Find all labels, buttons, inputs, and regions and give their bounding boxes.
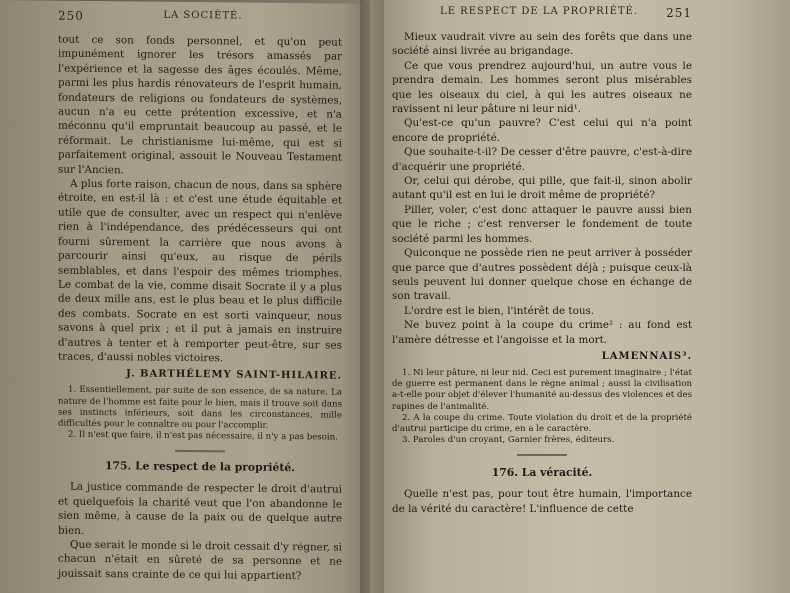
- right-paragraph-6: Piller, voler, c'est donc attaquer le pauvre aussi bien que le riche ; c'est renverser le fondement de toute société parmi les hommes.: [392, 203, 692, 245]
- left-paragraph-1: tout ce son fonds personnel, et qu'on peut impunément ignorer les trésors amassés par l'expérience et la sagesse des âges écoulés. Même, parmi les plus hardis rénovateurs de l'esprit humain, fondateurs de religions ou fondateurs de systèmes, aucun n'a eu cette prétention excessive, et n'a méconnu qu'il empruntait beaucoup au passé, et le réformait. Le christianisme lui-même, qui est si parfaitement original, assouit le Nouveau Testament sur l'Ancien.: [58, 33, 342, 176]
- section-divider: [517, 454, 567, 456]
- right-section-title: 176. La véracité.: [491, 466, 593, 480]
- right-footnote-1: 1. Ni leur pâture, ni leur nid. Ceci est purement imaginaire ; l'état de guerre est permanent dans le règne animal ; aussi la civilisation a-t-elle pour objet d'élever l'humanité au-dessus des violences et des rapines de l'animalité.: [392, 367, 692, 412]
- right-footnote-2: 2. A la coupe du crime. Toute violation du droit et de la propriété d'autrui participe du crime, en a le caractère.: [392, 412, 692, 434]
- left-paragraph-2: A plus forte raison, chacun de nous, dans sa sphère étroite, en est-il là : et c'est une étude équitable et utile que de consulter, avec un respect qui n'enlève rien à l'indépendance, des prédécesseurs qui ont fourni sûrement la carrière que nous avons à parcourir ainsi qu'eux, au risque de périls semblables, et dans l'espoir des mêmes triomphes. Le combat de la vie, comme disait Socrate il y a plus de deux mille ans, est le plus beau et le plus difficile des combats. Socrate en est sorti vainqueur, nous savons à quel prix ; et il put à jamais en instruire d'autres à tenter et à remporter peut-être, sur ses traces, d'aussi nobles victoires.: [58, 177, 343, 365]
- left-page: [0, 0, 372, 593]
- right-paragraph-1: Mieux vaudrait vivre au sein des forêts que dans une société ainsi livrée au brigandage.: [392, 31, 692, 58]
- left-running-head: [58, 9, 342, 26]
- book-gutter: [360, 0, 384, 593]
- right-page-number: 251: [666, 6, 692, 20]
- left-page-content: [58, 9, 342, 584]
- left-footnote-1: 1. Essentiellement, par suite de son essence, de sa nature. La nature de l'homme est faite pour le bien, mais il trouve soit dans ses instincts inférieurs, soit dans les circonstances, mille difficultés pour le connaître ou pour l'accomplir.: [58, 385, 342, 431]
- right-paragraph-5: Or, celui qui dérobe, qui pille, que fait-il, sinon abolir autant qu'il est en lui le droit même de propriété?: [392, 175, 692, 202]
- right-footnotes: [392, 368, 692, 446]
- right-page-content: [392, 6, 692, 516]
- right-running-title: LE RESPECT DE LA PROPRIÉTÉ.: [440, 6, 639, 17]
- left-footnotes: [58, 385, 342, 444]
- right-paragraph-9: Ne buvez point à la coupe du crime² : au fond est l'amère détresse et l'angoisse et la mort.: [392, 319, 692, 346]
- left-footnote-2: 2. Il n'est que faire, il n'est pas nécessaire, il n'y a pas besoin.: [68, 429, 338, 443]
- right-paragraph-3: Qu'est-ce qu'un pauvre? C'est celui qui n'a point encore de propriété.: [392, 117, 692, 144]
- left-section-paragraph-1: La justice commande de respecter le droit d'autrui et quelquefois la charité veut que l'on abandonne le sien même, à cause de la paix ou de quelque autre bien.: [58, 481, 342, 537]
- right-running-head: [392, 6, 692, 20]
- right-paragraph-8: L'ordre est le bien, l'intérêt de tous.: [404, 304, 595, 317]
- right-footnote-3: 3. Paroles d'un croyant, Garnier frères, éditeurs.: [402, 435, 615, 446]
- right-section-paragraph-1: Quelle n'est pas, pour tout être humain, l'importance de la vérité du caractère! L'influence de cette: [392, 488, 692, 515]
- left-signature: J. BARTHÉLEMY SAINT-HILAIRE.: [126, 368, 342, 382]
- right-paragraph-2: Ce que vous prendrez aujourd'hui, un autre vous le prendra demain. Les hommes seront plus misérables que les oiseaux du ciel, à qui les autres oiseaux ne ravissent ni leur pâture ni leur nid¹.: [392, 59, 692, 116]
- right-page: [370, 0, 790, 593]
- right-paragraph-7: Quiconque ne possède rien ne peut arriver à posséder que parce que d'autres possèdent déjà ; puisque ceux-là seuls peuvent lui donner quelque chose en échange de son travail.: [392, 247, 692, 303]
- left-section-text: [58, 480, 342, 584]
- left-body-text: [58, 33, 342, 367]
- right-body-text: [392, 30, 692, 347]
- right-section-text: [392, 487, 692, 516]
- left-section-paragraph-2: Que serait le monde si le droit cessait d'y régner, si chacun n'était en sûreté de sa personne et ne jouissait sans crainte de ce qui lui appartient?: [58, 538, 342, 582]
- left-page-number: 250: [58, 8, 84, 23]
- section-divider: [175, 450, 225, 453]
- left-running-title: LA SOCIÉTÉ.: [163, 9, 243, 22]
- right-signature: LAMENNAIS³.: [601, 350, 692, 362]
- left-section-title: 175. Le respect de la propriété.: [105, 459, 295, 475]
- right-paragraph-4: Que souhaite-t-il? De cesser d'être pauvre, c'est-à-dire d'acquérir une propriété.: [392, 146, 692, 173]
